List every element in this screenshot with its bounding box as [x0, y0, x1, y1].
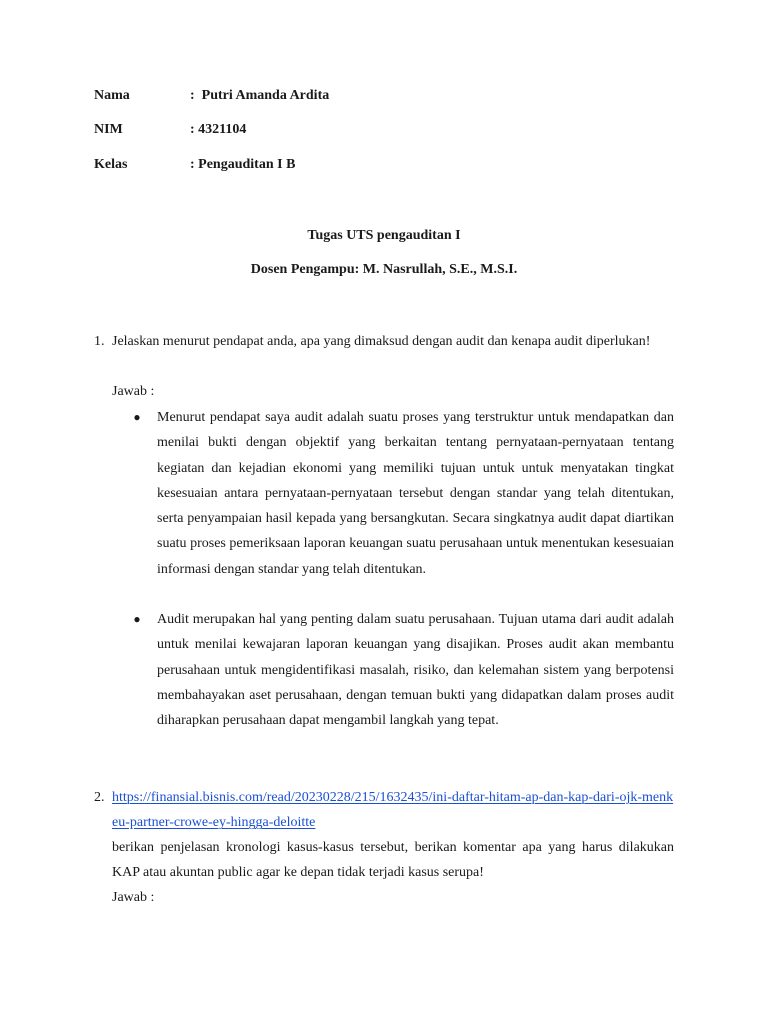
lecturer-line: Dosen Pengampu: M. Nasrullah, S.E., M.S.I. [250, 262, 518, 277]
article-link[interactable]: https://finansial.bisnis.com/read/20230228/215/1632435/ini-daftar-hitam-ap-dan-kap-dari-ojk-menkeu-partner-crowe-ey-hingga-deloitte [112, 790, 674, 831]
question-2-link[interactable] [112, 785, 674, 836]
question-2-number: 2. [94, 790, 105, 805]
nama-label: Nama [94, 88, 130, 103]
nim-label: NIM [94, 122, 123, 137]
nama-value: : Putri Amanda Ardita [190, 88, 330, 103]
bullet-icon: ● [133, 612, 141, 626]
answer-1-bullet-2-text: Audit merupakan hal yang penting dalam suatu perusahaan. Tujuan utama dari audit adalah untuk menilai kewajaran laporan keuangan yang disajikan. Proses audit akan membantu perusahaan untuk mengidentifikasi masalah, risiko, dan kelemahan sistem yang berpotensi membahayakan aset perusahaan, dengan temuan bukti yang didapatkan dalam proses audit diharapkan perusahaan dapat mengambil langkah yang tepat. [157, 612, 674, 729]
assignment-title: Tugas UTS pengauditan I [307, 228, 461, 243]
kelas-label: Kelas [94, 157, 128, 172]
question-2-answer-label: Jawab : [112, 890, 155, 905]
question-2-text: berikan penjelasan kronologi kasus-kasus tersebut, berikan komentar apa yang harus dilakukan KAP atau akuntan public agar ke depan tidak terjadi kasus serupa! [112, 840, 674, 881]
question-1-number: 1. [94, 334, 105, 349]
nim-value: : 4321104 [190, 122, 247, 137]
question-1-answer-label: Jawab : [112, 384, 155, 399]
question-1-text: Jelaskan menurut pendapat anda, apa yang dimaksud dengan audit dan kenapa audit diperlukan! [112, 334, 651, 349]
bullet-icon: ● [133, 410, 141, 424]
answer-1-bullet-1-text: Menurut pendapat saya audit adalah suatu proses yang terstruktur untuk mendapatkan dan menilai bukti dengan objektif yang berkaitan tentang pernyataan-pernyataan tentang kegiatan dan kejadian ekonomi yang memiliki tujuan untuk untuk menyatakan tingkat kesesuaian antara pernyataan-pernyataan tersebut dengan standar yang telah ditentukan, serta penyampaian hasil kepada yang bersangkutan. Secara singkatnya audit dapat diartikan suatu proses pemeriksaan laporan keuangan suatu perusahaan untuk menentukan kesesuaian informasi dengan standar yang telah ditentukan. [157, 410, 674, 577]
kelas-value: : Pengauditan I B [190, 157, 296, 172]
